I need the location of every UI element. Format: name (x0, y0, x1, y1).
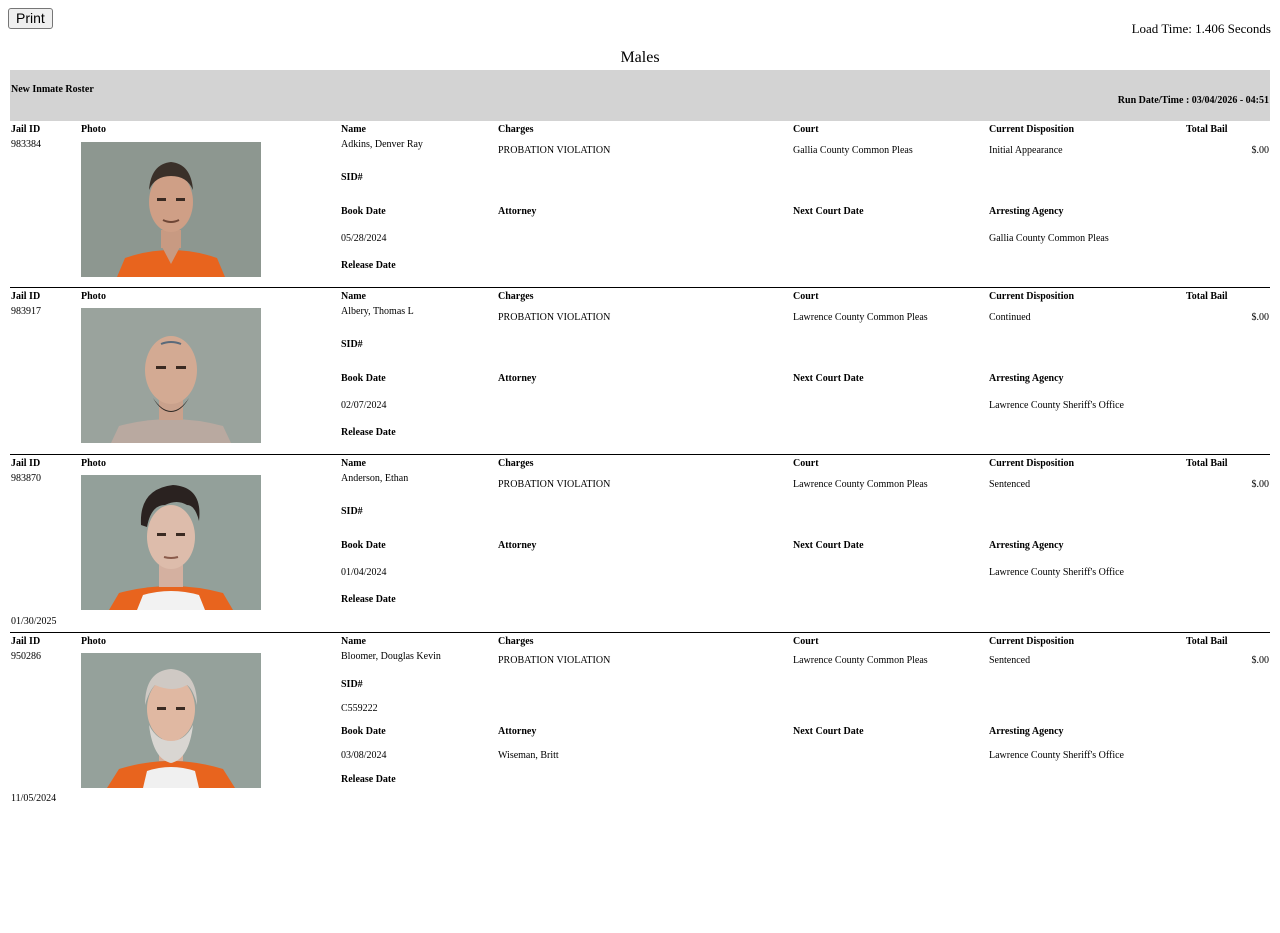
inmate-name: Anderson, Ethan (341, 473, 409, 484)
book-date: 03/08/2024 (341, 750, 387, 761)
release-date-label: Release Date (341, 427, 396, 438)
run-datetime: Run Date/Time : 03/04/2026 - 04:51 (1117, 95, 1269, 106)
total-bail-label: Total Bail (1186, 124, 1228, 135)
disposition-label: Current Disposition (989, 458, 1075, 469)
arresting-agency: Gallia County Common Pleas (989, 233, 1109, 244)
charges: PROBATION VIOLATION (498, 479, 611, 490)
court-label: Court (793, 291, 819, 302)
attorney: Wiseman, Britt (498, 750, 559, 761)
court-label: Court (793, 636, 819, 647)
disposition: Sentenced (989, 655, 1031, 666)
next-court-date-label: Next Court Date (793, 540, 864, 551)
charges: PROBATION VIOLATION (498, 655, 611, 666)
inmate-name: Adkins, Denver Ray (341, 139, 423, 150)
print-button[interactable]: Print (8, 8, 53, 29)
total-bail: $.00 (1251, 655, 1269, 666)
next-court-date-label: Next Court Date (793, 726, 864, 737)
arresting-agency-label: Arresting Agency (989, 373, 1064, 384)
name-label: Name (341, 124, 366, 135)
book-date-label: Book Date (341, 726, 386, 737)
total-bail: $.00 (1251, 479, 1269, 490)
jail-id-label: Jail ID (11, 636, 41, 647)
court: Lawrence County Common Pleas (793, 655, 928, 666)
attorney-label: Attorney (498, 540, 537, 551)
name-label: Name (341, 291, 366, 302)
disposition: Initial Appearance (989, 145, 1063, 156)
mugshot-photo[interactable] (81, 653, 261, 788)
court: Lawrence County Common Pleas (793, 479, 928, 490)
court-label: Court (793, 124, 819, 135)
total-bail-label: Total Bail (1186, 458, 1228, 469)
charges: PROBATION VIOLATION (498, 312, 611, 323)
disposition-label: Current Disposition (989, 124, 1075, 135)
arresting-agency-label: Arresting Agency (989, 206, 1064, 217)
inmate-name: Bloomer, Douglas Kevin (341, 651, 441, 662)
sid-label: SID# (341, 679, 363, 690)
mugshot-photo[interactable] (81, 142, 261, 277)
book-date-label: Book Date (341, 206, 386, 217)
jail-id: 983384 (11, 139, 41, 150)
arresting-agency: Lawrence County Sheriff's Office (989, 750, 1124, 761)
roster-header (10, 70, 1270, 121)
load-time: Load Time: 1.406 Seconds (1131, 21, 1271, 36)
attorney-label: Attorney (498, 726, 537, 737)
jail-id-label: Jail ID (11, 458, 41, 469)
charges: PROBATION VIOLATION (498, 145, 611, 156)
next-court-date-label: Next Court Date (793, 206, 864, 217)
section-title: Males (620, 49, 660, 66)
name-label: Name (341, 636, 366, 647)
sid-value: C559222 (341, 703, 378, 714)
release-date-label: Release Date (341, 594, 396, 605)
mugshot-photo[interactable] (81, 475, 261, 610)
photo-label: Photo (81, 124, 106, 135)
total-bail-label: Total Bail (1186, 291, 1228, 302)
court: Lawrence County Common Pleas (793, 312, 928, 323)
release-date-label: Release Date (341, 260, 396, 271)
disposition-label: Current Disposition (989, 291, 1075, 302)
photo-label: Photo (81, 636, 106, 647)
photo-label: Photo (81, 291, 106, 302)
next-court-date-label: Next Court Date (793, 373, 864, 384)
inmate-name: Albery, Thomas L (341, 306, 414, 317)
inmate-record (10, 632, 1270, 933)
book-date-label: Book Date (341, 540, 386, 551)
court-label: Court (793, 458, 819, 469)
roster-title: New Inmate Roster (11, 84, 94, 95)
disposition-label: Current Disposition (989, 636, 1075, 647)
attorney-label: Attorney (498, 373, 537, 384)
photo-label: Photo (81, 458, 106, 469)
arresting-agency: Lawrence County Sheriff's Office (989, 400, 1124, 411)
name-label: Name (341, 458, 366, 469)
book-date: 05/28/2024 (341, 233, 387, 244)
jail-id: 950286 (11, 651, 41, 662)
jail-id: 983870 (11, 473, 41, 484)
total-bail: $.00 (1251, 312, 1269, 323)
attorney-label: Attorney (498, 206, 537, 217)
jail-id: 983917 (11, 306, 41, 317)
disposition: Sentenced (989, 479, 1031, 490)
charges-label: Charges (498, 291, 534, 302)
sid-label: SID# (341, 339, 363, 350)
sid-label: SID# (341, 172, 363, 183)
mugshot-photo[interactable] (81, 308, 261, 443)
disposition: Continued (989, 312, 1031, 323)
charges-label: Charges (498, 636, 534, 647)
jail-id-label: Jail ID (11, 291, 41, 302)
book-date: 02/07/2024 (341, 400, 387, 411)
total-bail: $.00 (1251, 145, 1269, 156)
release-date-label: Release Date (341, 774, 396, 785)
arresting-agency-label: Arresting Agency (989, 540, 1064, 551)
arresting-agency-label: Arresting Agency (989, 726, 1064, 737)
release-date: 11/05/2024 (11, 793, 57, 804)
book-date-label: Book Date (341, 373, 386, 384)
charges-label: Charges (498, 124, 534, 135)
total-bail-label: Total Bail (1186, 636, 1228, 647)
release-date: 01/30/2025 (11, 616, 57, 627)
court: Gallia County Common Pleas (793, 145, 913, 156)
jail-id-label: Jail ID (11, 124, 41, 135)
arresting-agency: Lawrence County Sheriff's Office (989, 567, 1124, 578)
sid-label: SID# (341, 506, 363, 517)
book-date: 01/04/2024 (341, 567, 387, 578)
charges-label: Charges (498, 458, 534, 469)
